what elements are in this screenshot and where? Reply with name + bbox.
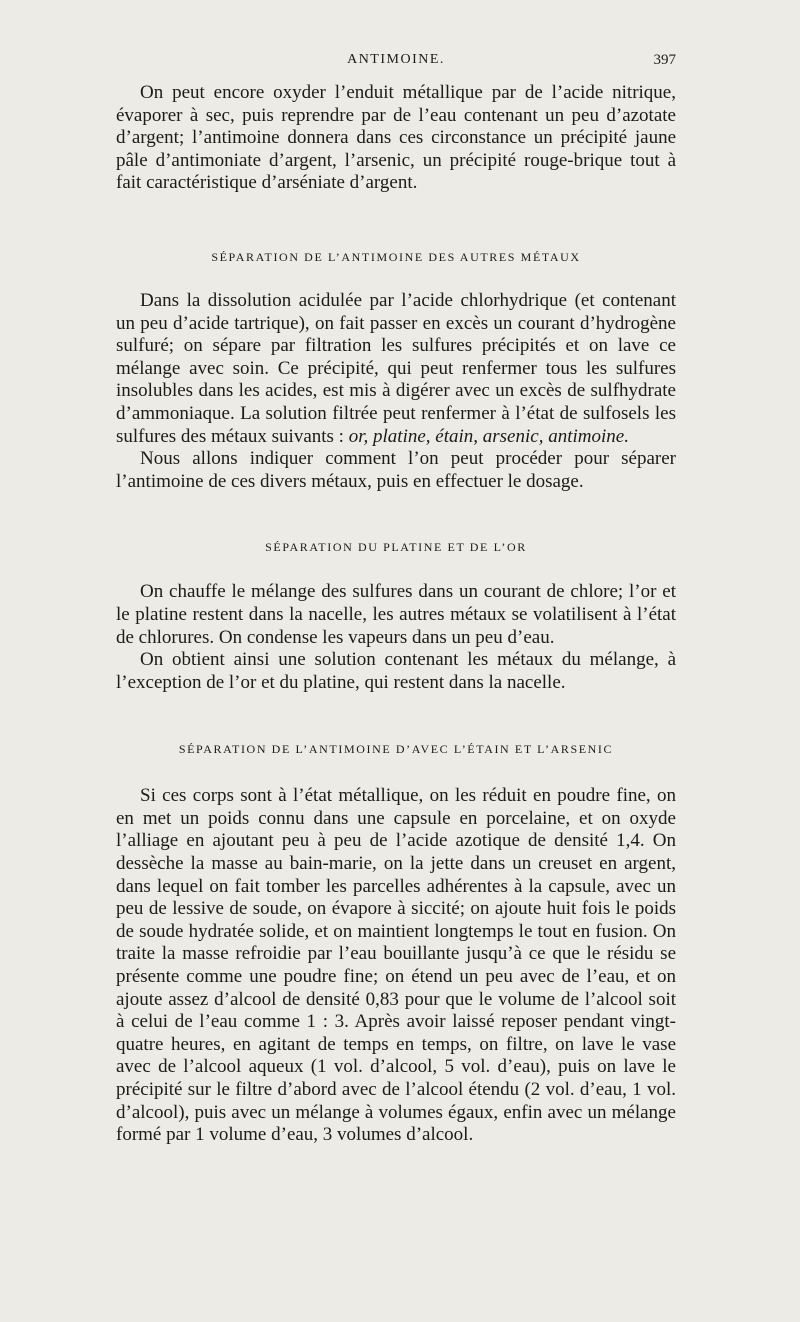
section2-paragraph-1: On chauffe le mélange des sulfures dans un courant de chlore; l’or et le platine restent dans la nacelle, les autres métaux se volatilisent à l’état de chlorures. On condense les vapeurs dans un peu d’eau. — [116, 581, 676, 648]
section-heading-etain-arsenic: SÉPARATION DE L’ANTIMOINE D’AVEC L’ÉTAIN ET L’ARSENIC — [178, 742, 614, 757]
section-heading-platine-or: SÉPARATION DU PLATINE ET DE L’OR — [265, 540, 527, 555]
running-title: ANTIMOINE. — [347, 52, 445, 67]
page-number: 397 — [653, 52, 676, 68]
section1-paragraph-1 — [116, 290, 676, 448]
section2-paragraph-2: On obtient ainsi une solution contenant les métaux du mélange, à l’exception de l’or et du platine, qui restent dans la nacelle. — [116, 649, 676, 693]
intro-paragraph: On peut encore oxyder l’enduit métallique par de l’acide nitrique, évaporer à sec, puis reprendre par de l’eau contenant un peu d’azotate d’argent; l’antimoine donnera dans ces circonstance un précipité jaune pâle d’antimoniate d’argent, l’arsenic, un précipité rouge-brique tout à fait caractéristique d’arséniate d’argent. — [116, 82, 676, 194]
metals-list: or, platine, étain, arsenic, antimoine. — [348, 425, 629, 447]
section3-paragraph-1: Si ces corps sont à l’état métallique, on les réduit en poudre fine, on en met un poids connu dans une capsule en porcelaine, et on oxyde l’alliage en ajoutant peu à peu de l’acide azotique de densité 1,4. On dessèche la masse au bain-marie, on la jette dans un creuset en argent, dans lequel on fait tomber les parcelles adhérentes à la capsule, avec un peu de lessive de soude, on évapore à siccité; on ajoute huit fois le poids de soude hydratée solide, et on maintient longtemps le tout en fusion. On traite la masse refroidie par l’eau bouillante jusqu’à ce que le résidu se présente comme une poudre fine; on étend un peu avec de l’eau, et on ajoute assez d’alcool de densité 0,83 pour que le volume de l’alcool soit à celui de l’eau comme 1 : 3. Après avoir laissé reposer pendant vingt-quatre heures, en agitant de temps en temps, on filtre, on lave le vase avec de l’alcool aqueux (1 vol. d’alcool, 5 vol. d’eau), puis on lave le précipité sur le filtre d’abord avec de l’alcool étendu (2 vol. d’eau, 1 vol. d’alcool), puis avec un mélange à volumes égaux, enfin avec un mélange formé par 1 volume d’eau, 3 volumes d’alcool. — [116, 785, 676, 1146]
running-head — [116, 52, 676, 78]
section-heading-separation-antimoine: SÉPARATION DE L’ANTIMOINE DES AUTRES MÉTAUX — [211, 249, 581, 264]
section1-paragraph-1-text: Dans la dissolution acidulée par l’acide chlorhydrique (et contenant un peu d’acide tartrique), on fait passer en excès un courant d’hydrogène sulfuré; on sépare par filtration les sulfures précipités et on lave ce mélange avec soin. Ce précipité, qui peut renfermer tous les sulfures insolubles dans les acides, est mis à digérer avec un excès de sulfhydrate d’ammoniaque. La solution filtrée peut renfermer à l’état de sulfosels les sulfures des métaux suivants : — [116, 289, 676, 447]
section1-paragraph-2: Nous allons indiquer comment l’on peut procéder pour séparer l’antimoine de ces divers métaux, puis en effectuer le dosage. — [116, 448, 676, 492]
